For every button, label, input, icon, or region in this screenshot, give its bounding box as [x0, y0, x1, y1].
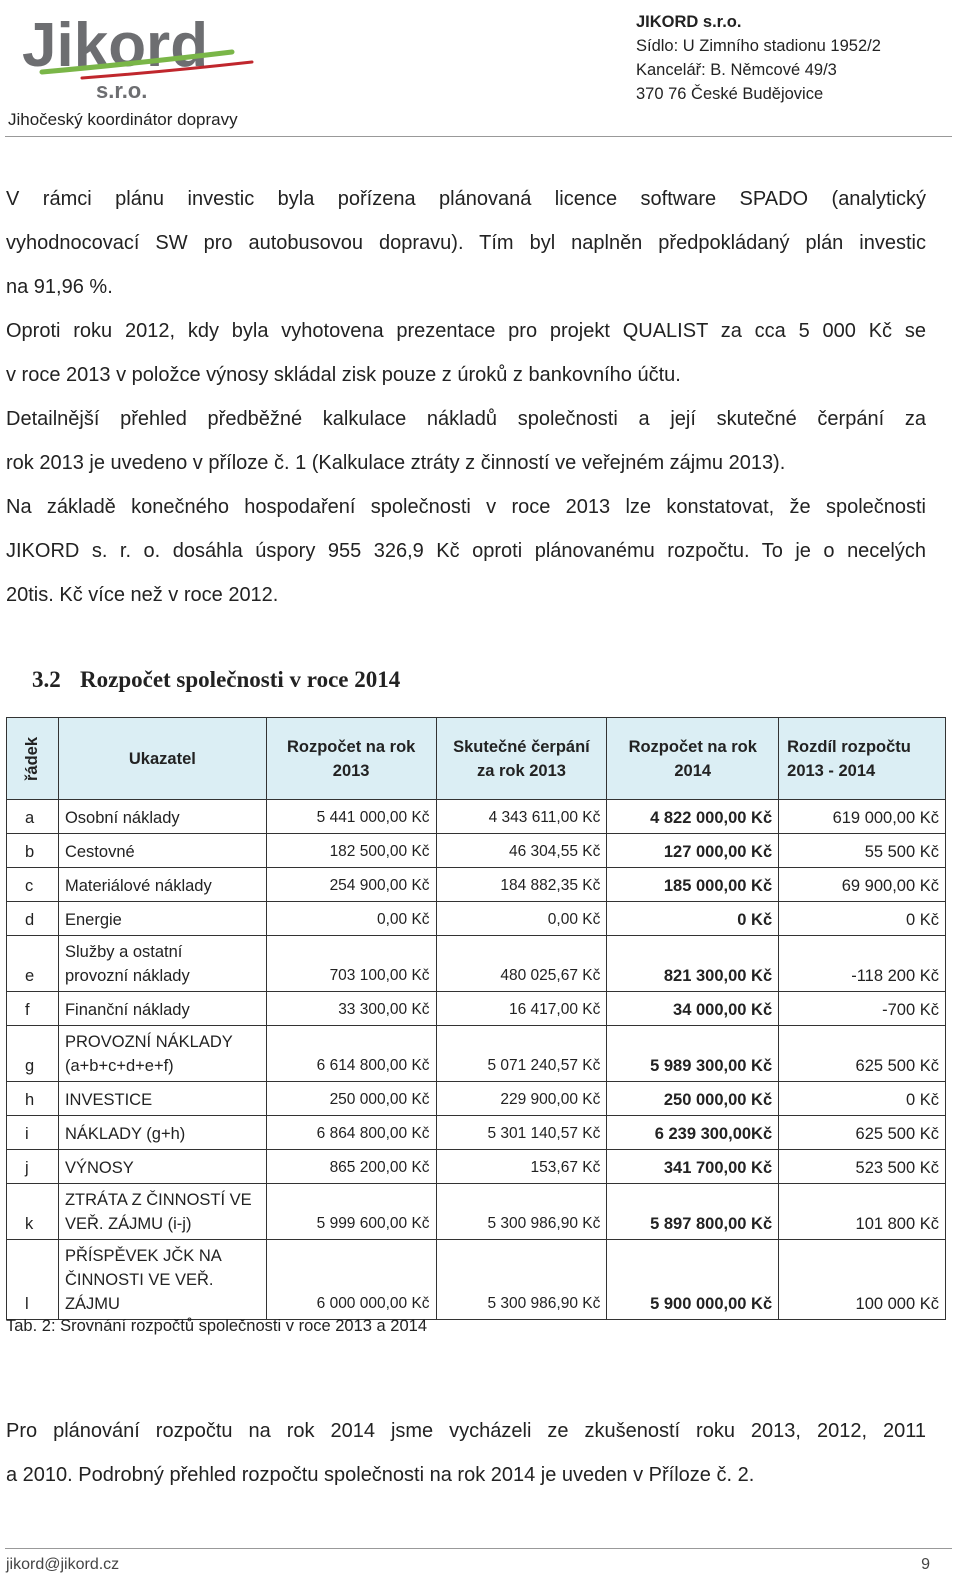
row-code: d — [7, 902, 59, 936]
cell-actual-2013: 5 300 986,90 Kč — [436, 1240, 607, 1320]
indicator-line: PŘÍSPĚVEK JČK NA — [64, 1247, 222, 1265]
company-tagline: Jihočeský koordinátor dopravy — [8, 110, 238, 129]
cell-budget-2014: 5 897 800,00 Kč — [607, 1184, 779, 1240]
indicator-line: Energie — [64, 911, 122, 929]
cell-difference: 0 Kč — [779, 1082, 946, 1116]
row-indicator — [58, 834, 266, 868]
text-line: Oproti roku 2012, kdy byla vyhotovena prezentace pro projekt QUALIST za cca 5 000 Kč se — [6, 320, 926, 342]
cell-budget-2014: 34 000,00 Kč — [607, 992, 779, 1026]
row-code: f — [7, 992, 59, 1026]
indicator-line: Osobní náklady — [64, 809, 180, 827]
row-indicator — [58, 1116, 266, 1150]
paragraph-planning — [6, 1409, 926, 1497]
cell-budget-2013: 6 864 800,00 Kč — [266, 1116, 436, 1150]
row-indicator — [58, 902, 266, 936]
indicator-line: PROVOZNÍ NÁKLADY — [64, 1033, 233, 1051]
paragraph-revenues — [6, 309, 926, 397]
table-row — [7, 1240, 946, 1320]
row-code: i — [7, 1116, 59, 1150]
header-indicator: Ukazatel — [58, 718, 266, 800]
table-row — [7, 902, 946, 936]
cell-actual-2013: 16 417,00 Kč — [436, 992, 607, 1026]
indicator-line: Cestovné — [64, 843, 135, 861]
header-actual-2013: Skutečné čerpání za rok 2013 — [436, 718, 607, 800]
cell-actual-2013: 480 025,67 Kč — [436, 936, 607, 992]
cell-budget-2014: 0 Kč — [607, 902, 779, 936]
address-line: Sídlo: U Zimního stadionu 1952/2 — [636, 37, 881, 55]
row-indicator — [58, 1026, 266, 1082]
text-line: vyhodnocovací SW pro autobusovou dopravu). Tím byl naplněn předpokládaný plán investic — [6, 232, 926, 254]
cell-difference: 625 500 Kč — [779, 1026, 946, 1082]
cell-budget-2014: 341 700,00 Kč — [607, 1150, 779, 1184]
cell-budget-2013: 33 300,00 Kč — [266, 992, 436, 1026]
text-line: Detailnější přehled předběžné kalkulace nákladů společnosti a její skutečné čerpání za — [6, 408, 926, 430]
text-line: V rámci plánu investic byla pořízena plánovaná licence software SPADO (analytický — [6, 188, 926, 210]
row-indicator — [58, 992, 266, 1026]
cell-budget-2013: 250 000,00 Kč — [266, 1082, 436, 1116]
cell-actual-2013: 4 343 611,00 Kč — [436, 800, 607, 834]
row-indicator — [58, 1082, 266, 1116]
cell-actual-2013: 153,67 Kč — [436, 1150, 607, 1184]
cell-difference: -700 Kč — [779, 992, 946, 1026]
cell-budget-2014: 4 822 000,00 Kč — [607, 800, 779, 834]
section-heading — [32, 667, 400, 693]
cell-actual-2013: 229 900,00 Kč — [436, 1082, 607, 1116]
cell-actual-2013: 5 071 240,57 Kč — [436, 1026, 607, 1082]
cell-budget-2013: 6 614 800,00 Kč — [266, 1026, 436, 1082]
header-budget-2013: Rozpočet na rok 2013 — [266, 718, 436, 800]
table-row — [7, 1150, 946, 1184]
indicator-line: Služby a ostatní — [64, 943, 183, 961]
paragraph-investments — [6, 177, 926, 309]
text-line: Pro plánování rozpočtu na rok 2014 jsme vycházeli ze zkušeností roku 2013, 2012, 2011 — [6, 1420, 926, 1442]
footer-divider — [5, 1548, 952, 1549]
row-indicator — [58, 800, 266, 834]
row-indicator — [58, 1150, 266, 1184]
cell-budget-2014: 5 989 300,00 Kč — [607, 1026, 779, 1082]
indicator-line: VÝNOSY — [64, 1159, 134, 1177]
cell-budget-2014: 185 000,00 Kč — [607, 868, 779, 902]
cell-budget-2014: 6 239 300,00Kč — [607, 1116, 779, 1150]
header-difference: Rozdíl rozpočtu 2013 - 2014 — [779, 718, 946, 800]
text-line: 20tis. Kč více než v roce 2012. — [6, 584, 279, 606]
table-row — [7, 936, 946, 992]
table-row — [7, 1116, 946, 1150]
section-number: 3.2 — [32, 667, 61, 692]
header-budget-2014: Rozpočet na rok 2014 — [607, 718, 779, 800]
cell-budget-2014: 250 000,00 Kč — [607, 1082, 779, 1116]
row-code: k — [7, 1184, 59, 1240]
row-code: b — [7, 834, 59, 868]
logo-suffix: s.r.o. — [96, 78, 148, 103]
row-code: g — [7, 1026, 59, 1082]
cell-budget-2013: 5 441 000,00 Kč — [266, 800, 436, 834]
indicator-line: Materiálové náklady — [64, 877, 212, 895]
cell-difference: 625 500 Kč — [779, 1116, 946, 1150]
text-line: v roce 2013 v položce výnosy skládal zisk pouze z úroků z bankovního účtu. — [6, 364, 681, 386]
logo-wordmark: Jikord — [22, 11, 209, 80]
cell-difference: 0 Kč — [779, 902, 946, 936]
text-line: JIKORD s. r. o. dosáhla úspory 955 326,9 Kč oproti plánovanému rozpočtu. To je o necelých — [6, 540, 926, 562]
paragraph-costs-overview — [6, 397, 926, 485]
table-row — [7, 800, 946, 834]
company-name: JIKORD s.r.o. — [636, 13, 742, 31]
text-line: a 2010. Podrobný přehled rozpočtu společnosti na rok 2014 je uveden v Příloze č. 2. — [6, 1464, 755, 1486]
row-code: a — [7, 800, 59, 834]
cell-budget-2013: 865 200,00 Kč — [266, 1150, 436, 1184]
header-row-code: řádek — [7, 718, 59, 800]
cell-actual-2013: 0,00 Kč — [436, 902, 607, 936]
cell-budget-2013: 5 999 600,00 Kč — [266, 1184, 436, 1240]
cell-actual-2013: 184 882,35 Kč — [436, 868, 607, 902]
indicator-line: NÁKLADY (g+h) — [64, 1125, 186, 1143]
company-address-block — [636, 10, 881, 106]
cell-actual-2013: 5 300 986,90 Kč — [436, 1184, 607, 1240]
cell-difference: 619 000,00 Kč — [779, 800, 946, 834]
indicator-line: (a+b+c+d+e+f) — [64, 1057, 174, 1075]
row-code: j — [7, 1150, 59, 1184]
cell-budget-2013: 0,00 Kč — [266, 902, 436, 936]
cell-difference: -118 200 Kč — [779, 936, 946, 992]
indicator-line: ZTRÁTA Z ČINNOSTÍ VE — [64, 1191, 252, 1209]
table-row — [7, 992, 946, 1026]
text-line: rok 2013 je uvedeno v příloze č. 1 (Kalkulace ztráty z činností ve veřejném zájmu 2013). — [6, 452, 786, 474]
indicator-line: ČINNOSTI VE VEŘ. — [64, 1271, 214, 1289]
indicator-line: INVESTICE — [64, 1091, 153, 1109]
company-logo — [22, 8, 272, 103]
row-indicator — [58, 1240, 266, 1320]
row-indicator — [58, 1184, 266, 1240]
footer-email: jikord@jikord.cz — [6, 1556, 120, 1573]
text-line: Na základě konečného hospodaření společnosti v roce 2013 lze konstatovat, že společnosti — [6, 496, 926, 518]
table-row — [7, 834, 946, 868]
cell-difference: 69 900,00 Kč — [779, 868, 946, 902]
address-line: Kancelář: B. Němcové 49/3 — [636, 61, 837, 79]
text-line: na 91,96 %. — [6, 276, 113, 298]
row-code: h — [7, 1082, 59, 1116]
cell-budget-2013: 254 900,00 Kč — [266, 868, 436, 902]
cell-difference: 100 000 Kč — [779, 1240, 946, 1320]
row-code: l — [7, 1240, 59, 1320]
indicator-line: provozní náklady — [64, 967, 190, 985]
row-indicator — [58, 868, 266, 902]
cell-budget-2014: 127 000,00 Kč — [607, 834, 779, 868]
row-code: c — [7, 868, 59, 902]
cell-difference: 523 500 Kč — [779, 1150, 946, 1184]
indicator-line: Finanční náklady — [64, 1001, 190, 1019]
table-row — [7, 1082, 946, 1116]
table-caption: Tab. 2: Srovnání rozpočtů společnosti v roce 2013 a 2014 — [6, 1317, 428, 1335]
table-row — [7, 1026, 946, 1082]
address-line: 370 76 České Budějovice — [636, 85, 824, 103]
page-number: 9 — [921, 1556, 930, 1573]
cell-budget-2014: 821 300,00 Kč — [607, 936, 779, 992]
cell-actual-2013: 5 301 140,57 Kč — [436, 1116, 607, 1150]
cell-difference: 101 800 Kč — [779, 1184, 946, 1240]
table-row — [7, 1184, 946, 1240]
header-divider — [5, 136, 952, 137]
row-indicator — [58, 936, 266, 992]
indicator-line: ZÁJMU — [64, 1295, 120, 1313]
cell-budget-2013: 182 500,00 Kč — [266, 834, 436, 868]
cell-budget-2013: 6 000 000,00 Kč — [266, 1240, 436, 1320]
cell-actual-2013: 46 304,55 Kč — [436, 834, 607, 868]
indicator-line: VEŘ. ZÁJMU (i-j) — [64, 1215, 192, 1233]
budget-table — [6, 717, 946, 1320]
table-row — [7, 868, 946, 902]
cell-difference: 55 500 Kč — [779, 834, 946, 868]
section-title: Rozpočet společnosti v roce 2014 — [80, 667, 401, 692]
paragraph-savings — [6, 485, 926, 617]
row-code: e — [7, 936, 59, 992]
table-header-row — [7, 718, 946, 800]
cell-budget-2013: 703 100,00 Kč — [266, 936, 436, 992]
cell-budget-2014: 5 900 000,00 Kč — [607, 1240, 779, 1320]
